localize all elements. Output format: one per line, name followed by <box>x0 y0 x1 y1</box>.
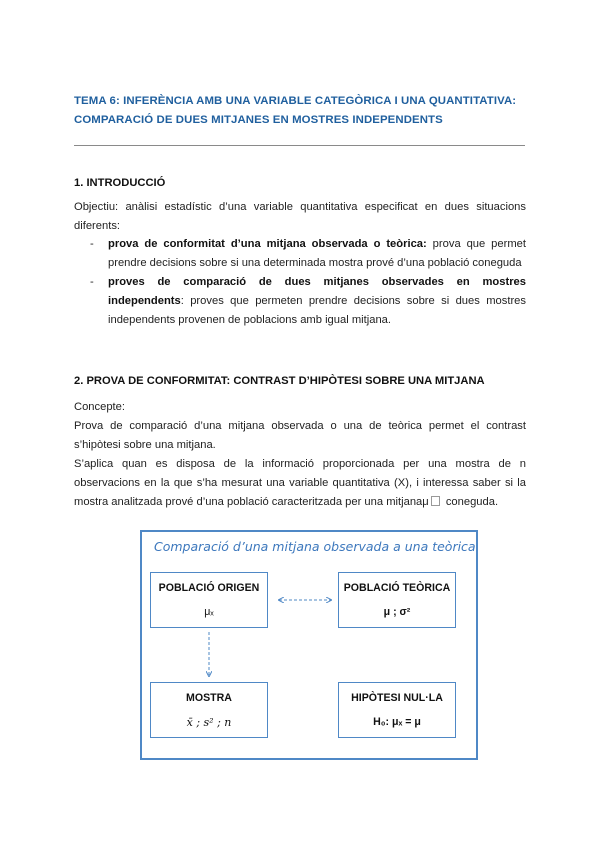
bullet-bold-term: prova de conformitat d’una mitjana observada o teòrica: <box>108 238 427 250</box>
bullet-bold-term: proves de comparació de dues mitjanes observades en mostres independents <box>108 276 526 307</box>
document-title <box>74 92 526 130</box>
node-sample <box>150 682 268 738</box>
node-title: POBLACIÓ ORIGEN <box>158 582 260 594</box>
node-subtitle: H₀: μₓ = μ <box>373 716 421 728</box>
diagram-title: Comparació d’una mitjana observada a una teòrica <box>154 539 476 554</box>
node-subtitle: μₓ <box>204 606 214 618</box>
comparison-diagram <box>140 530 478 760</box>
bullet-text: : proves que permeten prendre decisions sobre si dues mostres independents provenen de poblacions amb igual mitjana. <box>108 295 526 326</box>
section-2-heading: 2. PROVA DE CONFORMITAT: CONTRAST D’HIPÒTESI SOBRE UNA MITJANA <box>74 375 485 387</box>
node-null-hypothesis <box>338 682 456 738</box>
node-subtitle: μ ; σ² <box>383 606 411 618</box>
section-1-bullet-list <box>74 235 526 330</box>
paragraph-2-text: S’aplica quan es disposa de la informació proporcionada per una mostra de n observacions en la que s’ha mesurat una variable quantitativa (X), i interessa saber si la mostra analitzada prové d’una població caracteritzada per una mitjana <box>74 458 526 508</box>
bullet-dash: - <box>90 238 94 250</box>
bullet-item-conformity <box>74 235 526 273</box>
node-title: MOSTRA <box>186 692 232 704</box>
section-1-objective: Objectiu: anàlisi estadístic d’una variable quantitativa especificat en dues situacions diferents: <box>74 201 526 232</box>
node-title: HIPÒTESI NUL·LA <box>351 692 443 704</box>
concept-label: Concepte: <box>74 401 125 413</box>
section-2-paragraph-1: Prova de comparació d’una mitjana observada o una de teòrica permet el contrast s’hipòtesi sobre una mitjana. <box>74 420 526 451</box>
section-2-paragraph-2 <box>74 455 526 512</box>
title-divider <box>74 145 525 146</box>
paragraph-2-end: coneguda. <box>442 496 499 508</box>
node-title: POBLACIÓ TEÒRICA <box>343 582 451 594</box>
node-population-origin <box>150 572 268 628</box>
node-population-theoretical <box>338 572 456 628</box>
mu-symbol: μ <box>422 496 429 508</box>
bullet-text: prova que permet prendre decisions sobre si una determinada mostra prové d’una població coneguda <box>108 238 526 269</box>
bullet-dash: - <box>90 276 94 288</box>
title-line-1: TEMA 6: INFERÈNCIA AMB UNA VARIABLE CATEGÒRICA I UNA QUANTITATIVA: <box>74 95 517 107</box>
title-line-2: COMPARACIÓ DE DUES MITJANES EN MOSTRES INDEPENDENTS <box>74 114 443 126</box>
section-1-heading: 1. INTRODUCCIÓ <box>74 177 166 189</box>
node-subtitle: x̄ ; s² ; n <box>186 716 232 729</box>
bullet-item-comparison <box>74 273 526 330</box>
missing-glyph-icon <box>431 496 440 506</box>
